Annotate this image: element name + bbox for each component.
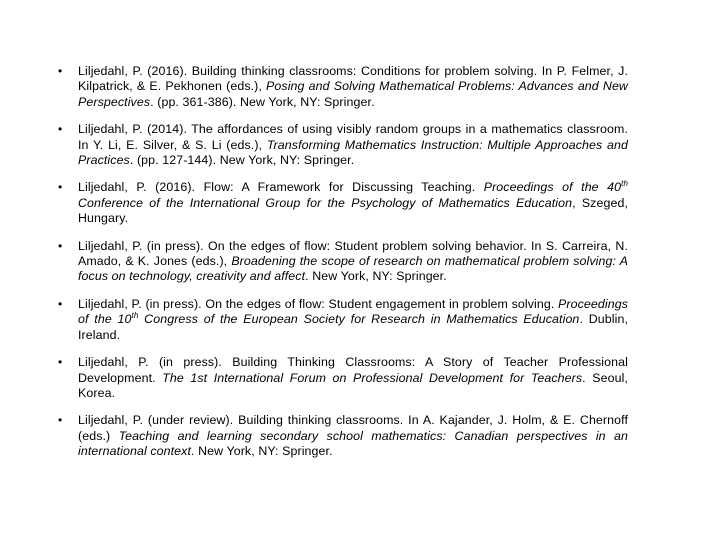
reference-text: . Seoul, Korea. — [78, 370, 628, 400]
bullet-icon: • — [58, 413, 63, 428]
reference-title-italic: Broadening the scope of research on mathematical problem solving: A focus on technology, creativity and affect — [78, 254, 628, 284]
reference-text: Liljedahl, P. (2016). Flow: A Framework for Discussing Teaching. — [78, 180, 484, 195]
reference-text: Liljedahl, P. (under review). Building thinking classrooms. In A. Kajander, J. Holm, & E. Chernoff (eds.) — [78, 413, 628, 443]
bullet-icon: • — [58, 180, 63, 195]
superscript-text: th — [131, 311, 139, 321]
reference-title-italic: Conference of the International Group for the Psychology of Mathematics Education — [78, 195, 573, 210]
bullet-icon: • — [58, 122, 63, 137]
reference-text: . New York, NY: Springer. — [191, 444, 333, 459]
bullet-icon: • — [58, 64, 63, 78]
reference-text: . Dublin, Ireland. — [78, 312, 628, 342]
bullet-icon: • — [58, 238, 63, 253]
reference-text: Liljedahl, P. (in press). On the edges of flow: Student problem solving behavior. In S. Carreira, N. Amado, & K. Jones (eds.), — [78, 238, 628, 269]
reference-text: Liljedahl, P. (in press). On the edges of flow: Student engagement in problem solving. — [78, 296, 559, 311]
reference-text: , Szeged, Hungary. — [78, 195, 628, 226]
reference-text: . (pp. 127-144). New York, NY: Springer. — [129, 153, 355, 168]
reference-item — [58, 355, 628, 401]
reference-list — [58, 64, 628, 472]
reference-title-italic: Proceedings of the 40 — [483, 180, 622, 195]
reference-text: . New York, NY: Springer. — [305, 269, 447, 284]
reference-text: Liljedahl, P. (in press). Building Thinking Classrooms: A Story of Teacher Professional Development. — [78, 355, 628, 385]
reference-title-italic: Proceedings of the 10 — [78, 296, 628, 327]
reference-item — [58, 297, 628, 343]
reference-item — [58, 180, 628, 226]
superscript-text: th — [621, 179, 628, 189]
reference-title-italic: Posing and Solving Mathematical Problems: Advances and New Perspectives — [78, 79, 628, 109]
reference-title-italic: The 1st International Forum on Professional Development for Teachers — [162, 370, 583, 385]
reference-title-italic: Transforming Mathematics Instruction: Multiple Approaches and Practices — [78, 137, 628, 168]
reference-item — [58, 64, 628, 110]
reference-text: Liljedahl, P. (2016). Building thinking classrooms: Conditions for problem solving. In P. Felmer, J. Kilpatrick, & E. Pekhonen (eds.), — [78, 64, 628, 94]
reference-title-italic: Congress of the European Society for Research in Mathematics Education — [138, 312, 580, 327]
bullet-icon: • — [58, 355, 63, 370]
reference-text: Liljedahl, P. (2014). The affordances of using visibly random groups in a mathematics classroom. In Y. Li, E. Silver, & S. Li (eds.), — [78, 122, 628, 152]
reference-item — [58, 239, 628, 285]
reference-title-italic: Teaching and learning secondary school mathematics: Canadian perspectives in an international context — [78, 428, 628, 459]
bullet-icon: • — [58, 296, 63, 311]
reference-text: . (pp. 361-386). New York, NY: Springer. — [150, 94, 375, 109]
reference-item — [58, 413, 628, 459]
reference-item — [58, 122, 628, 168]
